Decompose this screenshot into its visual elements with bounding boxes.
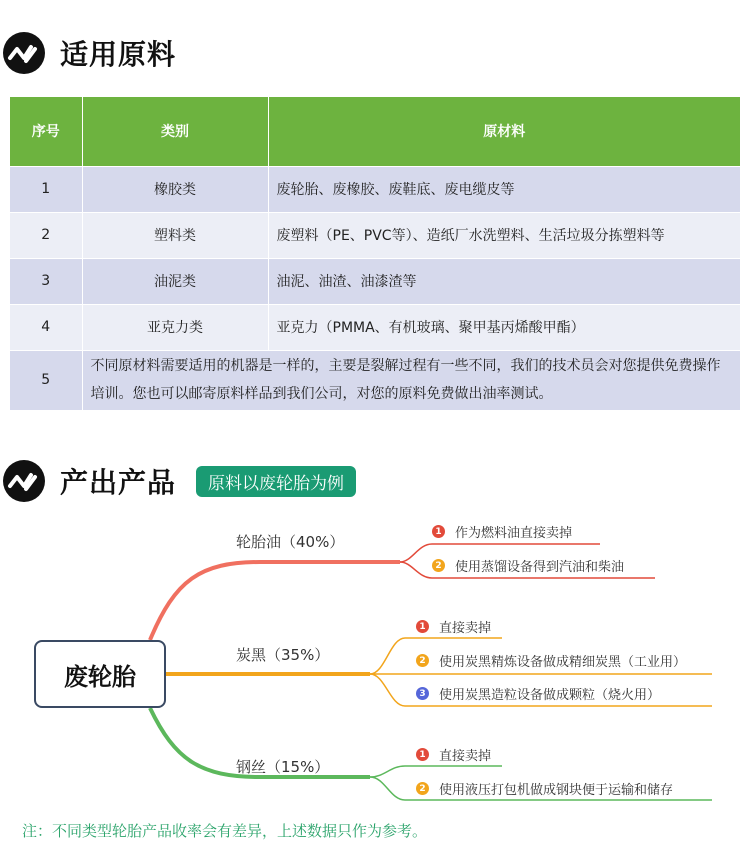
row-materials: 亚克力（PMMA、有机玻璃、聚甲基丙烯酸甲酯） bbox=[268, 304, 740, 350]
row-note-text: 不同原材料需要适用的机器是一样的，主要是裂解过程有一些不同，我们的技术员会对您提供免费操作培训。您也可以邮寄原料样品到我们公司，对您的原料免费做出油率测试。 bbox=[82, 350, 740, 410]
leaf-text: 直接卖掉 bbox=[439, 621, 492, 636]
list-item bbox=[432, 556, 624, 575]
table-header-row bbox=[10, 97, 740, 166]
section-header-products bbox=[0, 459, 356, 503]
leaf-text: 作为燃料油直接卖掉 bbox=[455, 526, 573, 541]
leaf-text: 使用炭黑造粒设备做成颗粒（烧火用） bbox=[439, 688, 661, 703]
table-row-note bbox=[10, 350, 740, 410]
list-item bbox=[416, 779, 673, 798]
row-materials: 废轮胎、废橡胶、废鞋底、废电缆皮等 bbox=[268, 166, 740, 212]
column-header: 类别 bbox=[82, 97, 268, 166]
leaf-text: 使用蒸馏设备得到汽油和柴油 bbox=[455, 560, 625, 575]
number-badge: 2 bbox=[416, 782, 429, 795]
branch-connector-oil bbox=[150, 562, 400, 640]
leaf-text: 使用炭黑精炼设备做成精细炭黑（工业用） bbox=[439, 655, 687, 670]
number-badge: 1 bbox=[432, 525, 445, 538]
branch-label-carbon: 炭黑（35%） bbox=[236, 646, 330, 664]
list-item bbox=[416, 684, 660, 703]
row-category: 橡胶类 bbox=[82, 166, 268, 212]
table-row bbox=[10, 258, 740, 304]
section-header-materials bbox=[0, 31, 176, 75]
product-mindmap bbox=[0, 500, 750, 820]
leaf-text: 直接卖掉 bbox=[439, 749, 492, 764]
table-row bbox=[10, 304, 740, 350]
brand-logo-icon bbox=[2, 31, 46, 75]
table-row bbox=[10, 166, 740, 212]
row-number: 4 bbox=[10, 304, 82, 350]
list-item bbox=[432, 522, 572, 541]
brand-logo-icon bbox=[2, 459, 46, 503]
row-materials: 废塑料（PE、PVC等）、造纸厂水洗塑料、生活垃圾分拣塑料等 bbox=[268, 212, 740, 258]
branch-label-oil: 轮胎油（40%） bbox=[236, 533, 345, 551]
number-badge: 1 bbox=[416, 748, 429, 761]
row-category: 油泥类 bbox=[82, 258, 268, 304]
number-badge: 3 bbox=[416, 687, 429, 700]
row-number: 1 bbox=[10, 166, 82, 212]
list-item bbox=[416, 651, 686, 670]
list-item bbox=[416, 745, 491, 764]
section-title: 适用原料 bbox=[60, 38, 177, 71]
row-number: 3 bbox=[10, 258, 82, 304]
list-item bbox=[416, 617, 491, 636]
mindmap-root: 废轮胎 bbox=[34, 640, 166, 708]
section-title: 产出产品 bbox=[60, 466, 177, 499]
example-badge: 原料以废轮胎为例 bbox=[196, 466, 356, 497]
row-number: 5 bbox=[10, 350, 82, 410]
branch-label-steel: 钢丝（15%） bbox=[236, 758, 330, 776]
number-badge: 2 bbox=[432, 559, 445, 572]
number-badge: 2 bbox=[416, 654, 429, 667]
leaf-text: 使用液压打包机做成钢块便于运输和储存 bbox=[439, 783, 674, 798]
row-materials: 油泥、油渣、油漆渣等 bbox=[268, 258, 740, 304]
row-category: 亚克力类 bbox=[82, 304, 268, 350]
materials-table bbox=[10, 97, 740, 410]
footnote: 注：不同类型轮胎产品收率会有差异，上述数据只作为参考。 bbox=[22, 822, 428, 840]
leaf-connector bbox=[370, 766, 502, 777]
row-category: 塑料类 bbox=[82, 212, 268, 258]
table-row bbox=[10, 212, 740, 258]
column-header: 序号 bbox=[10, 97, 82, 166]
row-number: 2 bbox=[10, 212, 82, 258]
column-header: 原材料 bbox=[268, 97, 740, 166]
number-badge: 1 bbox=[416, 620, 429, 633]
